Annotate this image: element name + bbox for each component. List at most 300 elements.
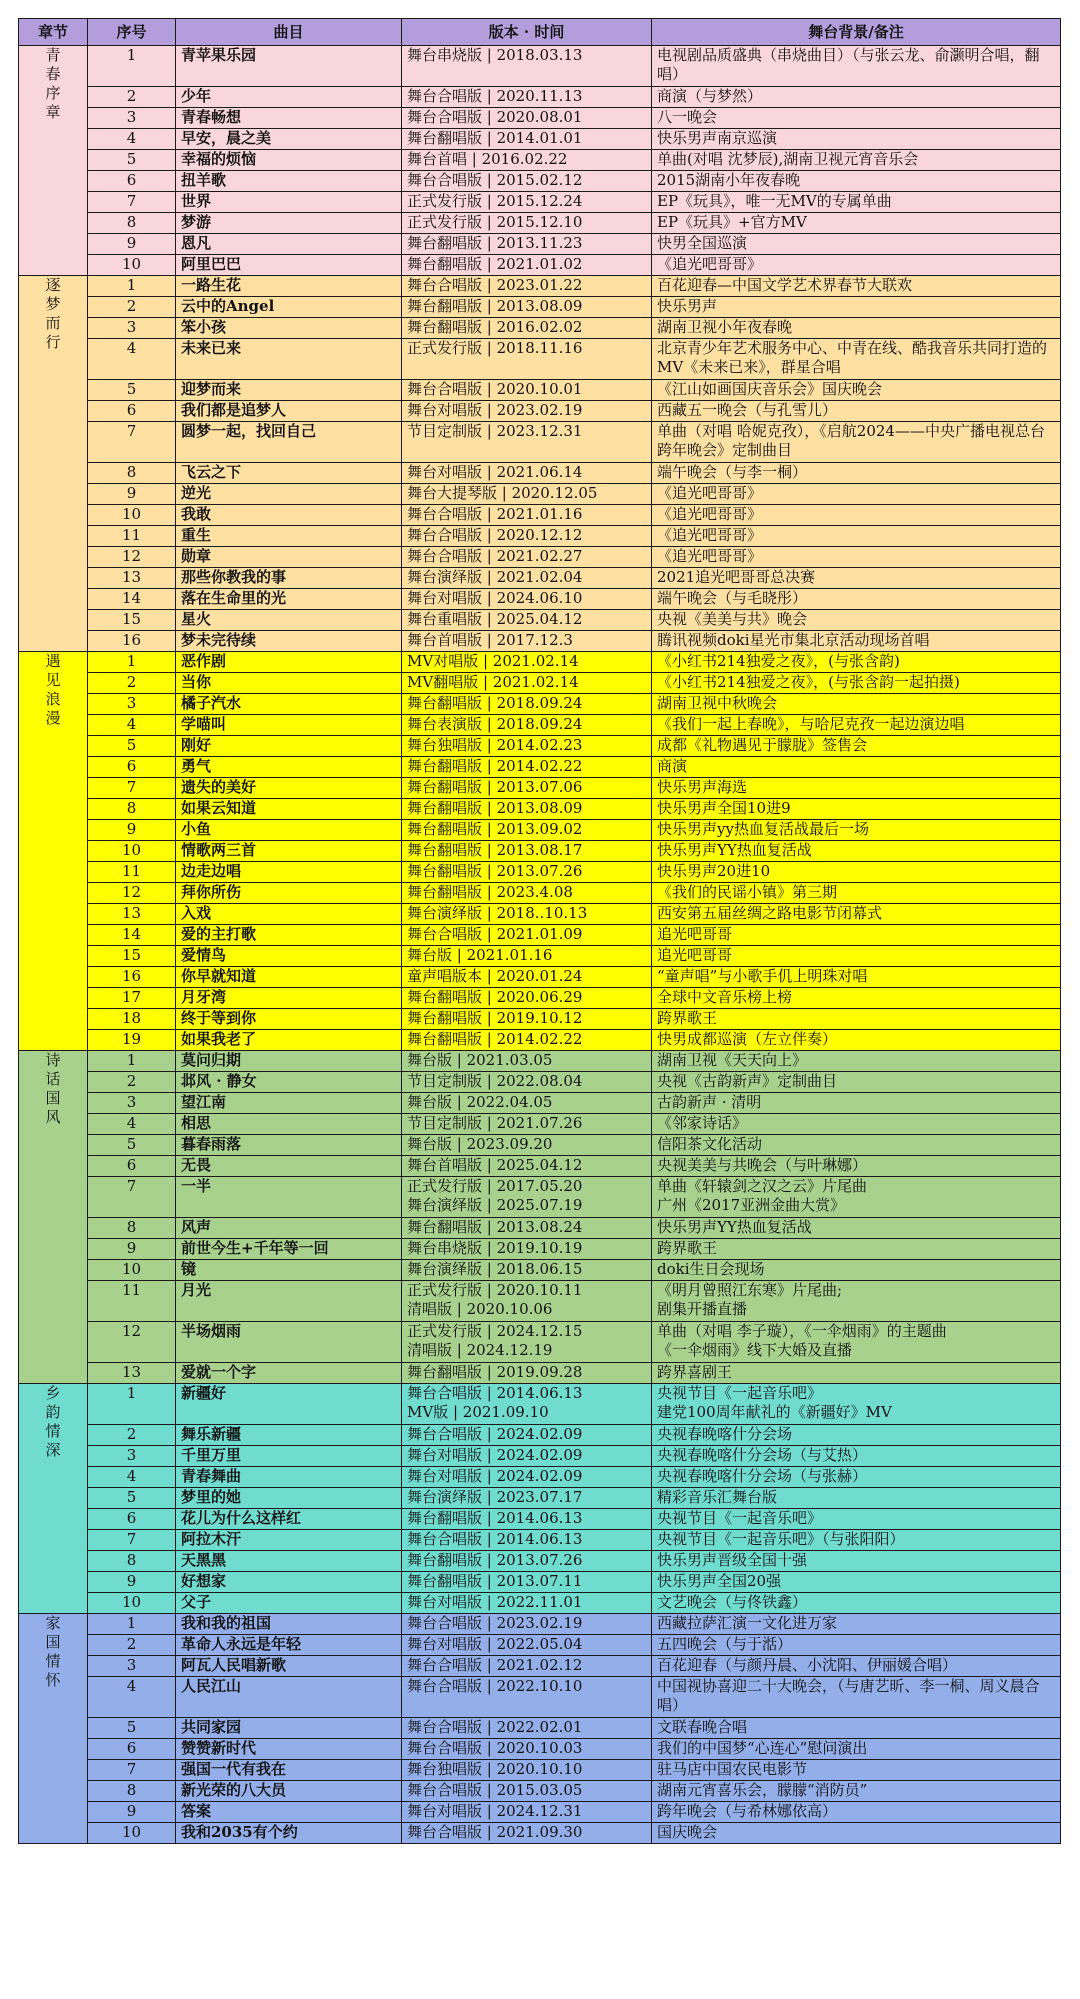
song-title: 世界 [176, 192, 402, 213]
song-title: 那些你教我的事 [176, 568, 402, 589]
song-index: 11 [88, 1281, 176, 1322]
song-note: 古韵新声 · 清明 [652, 1093, 1061, 1114]
table-header-row [19, 19, 1061, 46]
song-note: 跨年晚会（与希林娜依高） [652, 1802, 1061, 1823]
song-index: 11 [88, 862, 176, 883]
chapter-name: 遇见浪漫 [45, 652, 61, 727]
song-version: 舞台串烧版 | 2019.10.19 [402, 1239, 652, 1260]
song-note: 跨界喜剧王 [652, 1363, 1061, 1384]
song-version: 舞台首唱版 | 2025.04.12 [402, 1156, 652, 1177]
song-version: MV翻唱版 | 2021.02.14 [402, 673, 652, 694]
song-version: 舞台首唱 | 2016.02.22 [402, 150, 652, 171]
song-note: 央视节目《一起音乐吧》 建党100周年献礼的《新疆好》MV [652, 1384, 1061, 1425]
table-row [19, 1739, 1061, 1760]
song-title: 学喵叫 [176, 715, 402, 736]
song-note: 百花迎春（与颜丹晨、小沈阳、伊丽媛合唱） [652, 1656, 1061, 1677]
song-index: 3 [88, 1446, 176, 1467]
song-note: 文联春晚合唱 [652, 1718, 1061, 1739]
song-title: 我和我的祖国 [176, 1614, 402, 1635]
song-index: 7 [88, 1760, 176, 1781]
song-version: 童声唱版本 | 2020.01.24 [402, 967, 652, 988]
song-note: 端午晚会（与李一桐） [652, 463, 1061, 484]
song-index: 7 [88, 1530, 176, 1551]
song-version: 舞台对唱版 | 2024.02.09 [402, 1446, 652, 1467]
song-note: 快乐男声YY热血复活战 [652, 841, 1061, 862]
song-note: 成都《礼物遇见于朦胧》签售会 [652, 736, 1061, 757]
song-index: 5 [88, 1135, 176, 1156]
song-title: 终于等到你 [176, 1009, 402, 1030]
song-title: 逆光 [176, 484, 402, 505]
song-version: 舞台演绎版 | 2021.02.04 [402, 568, 652, 589]
song-note: 央视节目《一起音乐吧》（与张阳阳） [652, 1530, 1061, 1551]
song-note: 央视节目《一起音乐吧》 [652, 1509, 1061, 1530]
song-version: 舞台串烧版 | 2018.03.13 [402, 46, 652, 87]
song-note: 我们的中国梦“心连心”慰问演出 [652, 1739, 1061, 1760]
header-index: 序号 [88, 19, 176, 46]
song-version: 舞台翻唱版 | 2019.09.28 [402, 1363, 652, 1384]
song-title: 我和2035有个约 [176, 1823, 402, 1844]
song-note: 《追光吧哥哥》 [652, 547, 1061, 568]
song-index: 8 [88, 463, 176, 484]
song-title: 恩凡 [176, 234, 402, 255]
table-row [19, 1635, 1061, 1656]
song-title: 无畏 [176, 1156, 402, 1177]
song-title: 我敢 [176, 505, 402, 526]
song-version: 舞台翻唱版 | 2020.06.29 [402, 988, 652, 1009]
song-title: 幸福的烦恼 [176, 150, 402, 171]
song-version: 舞台合唱版 | 2014.06.13 MV版 | 2021.09.10 [402, 1384, 652, 1425]
song-version: 舞台合唱版 | 2020.10.01 [402, 380, 652, 401]
song-index: 4 [88, 339, 176, 380]
table-row [19, 841, 1061, 862]
song-note: 《邻家诗话》 [652, 1114, 1061, 1135]
table-row [19, 255, 1061, 276]
song-index: 9 [88, 820, 176, 841]
table-row [19, 484, 1061, 505]
song-version: 舞台合唱版 | 2023.02.19 [402, 1614, 652, 1635]
song-note: 快乐男声晋级全国十强 [652, 1551, 1061, 1572]
song-version: 舞台合唱版 | 2014.06.13 [402, 1530, 652, 1551]
table-row [19, 1781, 1061, 1802]
song-index: 18 [88, 1009, 176, 1030]
song-title: 阿拉木汗 [176, 1530, 402, 1551]
table-row [19, 1802, 1061, 1823]
song-index: 2 [88, 87, 176, 108]
song-title: 如果我老了 [176, 1030, 402, 1051]
song-version: 舞台合唱版 | 2022.10.10 [402, 1677, 652, 1718]
song-note: 百花迎春—中国文学艺术界春节大联欢 [652, 276, 1061, 297]
song-index: 1 [88, 1384, 176, 1425]
table-row [19, 1593, 1061, 1614]
song-version: 舞台翻唱版 | 2014.06.13 [402, 1509, 652, 1530]
song-title: 前世今生+千年等一回 [176, 1239, 402, 1260]
song-index: 4 [88, 1677, 176, 1718]
song-note: 全球中文音乐榜上榜 [652, 988, 1061, 1009]
table-row [19, 1260, 1061, 1281]
song-version: 舞台合唱版 | 2015.02.12 [402, 171, 652, 192]
song-note: 商演（与梦然） [652, 87, 1061, 108]
song-title: 圆梦一起，找回自己 [176, 422, 402, 463]
song-note: 跨界歌王 [652, 1009, 1061, 1030]
song-note: 端午晚会（与毛晓彤） [652, 589, 1061, 610]
song-list-document [18, 18, 1060, 1844]
table-row [19, 1135, 1061, 1156]
song-index: 4 [88, 1467, 176, 1488]
song-title: 你早就知道 [176, 967, 402, 988]
song-index: 7 [88, 778, 176, 799]
table-row [19, 1051, 1061, 1072]
song-version: 正式发行版 | 2024.12.15 清唱版 | 2024.12.19 [402, 1322, 652, 1363]
song-index: 14 [88, 925, 176, 946]
song-title: 如果云知道 [176, 799, 402, 820]
song-index: 2 [88, 1072, 176, 1093]
table-row [19, 87, 1061, 108]
song-version: 舞台对唱版 | 2024.06.10 [402, 589, 652, 610]
table-row [19, 213, 1061, 234]
song-version: 舞台对唱版 | 2021.06.14 [402, 463, 652, 484]
song-index: 9 [88, 1802, 176, 1823]
table-row [19, 1322, 1061, 1363]
song-index: 19 [88, 1030, 176, 1051]
song-title: 镜 [176, 1260, 402, 1281]
song-title: 爱的主打歌 [176, 925, 402, 946]
song-title: 舞乐新疆 [176, 1425, 402, 1446]
song-title: 千里万里 [176, 1446, 402, 1467]
song-version: 舞台合唱版 | 2021.01.16 [402, 505, 652, 526]
song-note: 《江山如画国庆音乐会》国庆晚会 [652, 380, 1061, 401]
table-row [19, 904, 1061, 925]
song-version: 舞台翻唱版 | 2013.09.02 [402, 820, 652, 841]
song-version: 舞台翻唱版 | 2013.07.26 [402, 862, 652, 883]
song-version: 舞台合唱版 | 2020.11.13 [402, 87, 652, 108]
song-version: 舞台翻唱版 | 2013.07.26 [402, 1551, 652, 1572]
song-note: 快乐男声全国20强 [652, 1572, 1061, 1593]
song-index: 9 [88, 484, 176, 505]
table-row [19, 276, 1061, 297]
song-note: 《小红书214独爱之夜》，(与张含韵一起拍摄) [652, 673, 1061, 694]
song-index: 13 [88, 904, 176, 925]
song-index: 1 [88, 46, 176, 87]
song-version: 舞台版 | 2021.03.05 [402, 1051, 652, 1072]
song-title: 勋章 [176, 547, 402, 568]
song-title: 答案 [176, 1802, 402, 1823]
table-row [19, 1218, 1061, 1239]
song-index: 6 [88, 401, 176, 422]
song-index: 6 [88, 757, 176, 778]
song-title: 半场烟雨 [176, 1322, 402, 1363]
song-index: 13 [88, 568, 176, 589]
song-note: 八一晚会 [652, 108, 1061, 129]
table-row [19, 526, 1061, 547]
song-title: 好想家 [176, 1572, 402, 1593]
table-row [19, 1718, 1061, 1739]
song-version: 舞台对唱版 | 2024.02.09 [402, 1467, 652, 1488]
chapter-cell [19, 652, 88, 1051]
song-title: 阿瓦人民唱新歌 [176, 1656, 402, 1677]
song-note: 《小红书214独爱之夜》，(与张含韵) [652, 652, 1061, 673]
song-title: 天黑黑 [176, 1551, 402, 1572]
song-title: 一路生花 [176, 276, 402, 297]
song-version: 舞台翻唱版 | 2023.4.08 [402, 883, 652, 904]
song-title: 少年 [176, 87, 402, 108]
song-note: 《我们一起上春晚》，与哈尼克孜一起边演边唱 [652, 715, 1061, 736]
song-title: 拜你所伤 [176, 883, 402, 904]
chapter-cell [19, 1051, 88, 1384]
song-title: 一半 [176, 1177, 402, 1218]
song-index: 10 [88, 841, 176, 862]
song-note: 西安第五届丝绸之路电影节闭幕式 [652, 904, 1061, 925]
song-title: 梦游 [176, 213, 402, 234]
song-title: 赞赞新时代 [176, 1739, 402, 1760]
song-version: 舞台合唱版 | 2015.03.05 [402, 1781, 652, 1802]
table-row [19, 547, 1061, 568]
song-title: 革命人永远是年轻 [176, 1635, 402, 1656]
song-version: 舞台合唱版 | 2021.02.12 [402, 1656, 652, 1677]
chapter-name: 青春序章 [45, 46, 61, 121]
song-version: 舞台翻唱版 | 2018.09.24 [402, 694, 652, 715]
song-note: 北京青少年艺术服务中心、中青在线、酷我音乐共同打造的MV《未来已来》，群星合唱 [652, 339, 1061, 380]
song-version: 节目定制版 | 2022.08.04 [402, 1072, 652, 1093]
table-row [19, 1177, 1061, 1218]
song-version: 舞台翻唱版 | 2013.11.23 [402, 234, 652, 255]
song-note: 《明月曾照江东寒》片尾曲; 剧集开播直播 [652, 1281, 1061, 1322]
song-index: 5 [88, 736, 176, 757]
song-index: 7 [88, 1177, 176, 1218]
song-index: 1 [88, 1614, 176, 1635]
song-version: 正式发行版 | 2018.11.16 [402, 339, 652, 380]
song-index: 6 [88, 171, 176, 192]
table-row [19, 988, 1061, 1009]
song-title: 青春舞曲 [176, 1467, 402, 1488]
song-note: doki生日会现场 [652, 1260, 1061, 1281]
table-row [19, 108, 1061, 129]
song-version: 舞台合唱版 | 2022.02.01 [402, 1718, 652, 1739]
table-row [19, 778, 1061, 799]
song-note: 电视剧品质盛典（串烧曲目）（与张云龙、俞灏明合唱，翻唱） [652, 46, 1061, 87]
song-version: 舞台对唱版 | 2024.12.31 [402, 1802, 652, 1823]
table-row [19, 1572, 1061, 1593]
song-version: 舞台独唱版 | 2014.02.23 [402, 736, 652, 757]
table-row [19, 1093, 1061, 1114]
song-version: 舞台翻唱版 | 2013.08.09 [402, 297, 652, 318]
table-row [19, 820, 1061, 841]
table-row [19, 422, 1061, 463]
song-index: 1 [88, 1051, 176, 1072]
table-row [19, 946, 1061, 967]
table-row [19, 1614, 1061, 1635]
song-index: 1 [88, 652, 176, 673]
song-version: 舞台版 | 2021.01.16 [402, 946, 652, 967]
song-index: 1 [88, 276, 176, 297]
song-title: 梦里的她 [176, 1488, 402, 1509]
song-note: 单曲（对唱 李子璇），《一伞烟雨》的主题曲 《一伞烟雨》线下大婚及直播 [652, 1322, 1061, 1363]
song-index: 5 [88, 1718, 176, 1739]
song-title: 月牙湾 [176, 988, 402, 1009]
song-note: 央视《古韵新声》定制曲目 [652, 1072, 1061, 1093]
table-row [19, 339, 1061, 380]
table-row [19, 1656, 1061, 1677]
song-version: 舞台翻唱版 | 2013.08.09 [402, 799, 652, 820]
song-note: 快男全国巡演 [652, 234, 1061, 255]
table-row [19, 318, 1061, 339]
song-note: 《我们的民谣小镇》第三期 [652, 883, 1061, 904]
song-version: 舞台翻唱版 | 2013.07.06 [402, 778, 652, 799]
table-row [19, 1760, 1061, 1781]
song-note: 快乐男声YY热血复活战 [652, 1218, 1061, 1239]
chapter-name: 逐梦而行 [45, 276, 61, 351]
song-version: 舞台对唱版 | 2023.02.19 [402, 401, 652, 422]
song-note: 五四晚会（与于湉） [652, 1635, 1061, 1656]
table-row [19, 694, 1061, 715]
song-title: 遗失的美好 [176, 778, 402, 799]
song-version: 正式发行版 | 2020.10.11 清唱版 | 2020.10.06 [402, 1281, 652, 1322]
song-note: 追光吧哥哥 [652, 925, 1061, 946]
table-row [19, 1467, 1061, 1488]
song-note: 央视《美美与共》晚会 [652, 610, 1061, 631]
song-index: 10 [88, 505, 176, 526]
song-title: 扭羊歌 [176, 171, 402, 192]
song-note: 信阳茶文化活动 [652, 1135, 1061, 1156]
song-version: MV对唱版 | 2021.02.14 [402, 652, 652, 673]
table-row [19, 1509, 1061, 1530]
song-index: 8 [88, 1218, 176, 1239]
table-row [19, 192, 1061, 213]
song-note: 快乐男声20进10 [652, 862, 1061, 883]
song-index: 17 [88, 988, 176, 1009]
song-note: 快乐男声南京巡演 [652, 129, 1061, 150]
song-title: 小鱼 [176, 820, 402, 841]
song-title: 迎梦而来 [176, 380, 402, 401]
song-title: 强国一代有我在 [176, 1760, 402, 1781]
song-version: 舞台翻唱版 | 2014.02.22 [402, 757, 652, 778]
song-note: 商演 [652, 757, 1061, 778]
song-index: 5 [88, 380, 176, 401]
song-title: 风声 [176, 1218, 402, 1239]
song-version: 舞台翻唱版 | 2021.01.02 [402, 255, 652, 276]
song-version: 舞台翻唱版 | 2016.02.02 [402, 318, 652, 339]
table-row [19, 1677, 1061, 1718]
song-index: 5 [88, 1488, 176, 1509]
song-version: 舞台版 | 2022.04.05 [402, 1093, 652, 1114]
song-title: 青春畅想 [176, 108, 402, 129]
song-version: 正式发行版 | 2015.12.10 [402, 213, 652, 234]
table-row [19, 736, 1061, 757]
song-title: 爱情鸟 [176, 946, 402, 967]
song-index: 3 [88, 1656, 176, 1677]
song-note: “童声唱”与小歌手仉上明珠对唱 [652, 967, 1061, 988]
song-index: 5 [88, 150, 176, 171]
song-note: 2021追光吧哥哥总决赛 [652, 568, 1061, 589]
table-row [19, 589, 1061, 610]
song-index: 2 [88, 673, 176, 694]
song-title: 阿里巴巴 [176, 255, 402, 276]
song-version: 舞台合唱版 | 2020.10.03 [402, 1739, 652, 1760]
song-note: 单曲《轩辕剑之汉之云》片尾曲 广州《2017亚洲金曲大赏》 [652, 1177, 1061, 1218]
song-note: 中国视协喜迎二十大晚会，（与唐艺昕、李一桐、周义晨合唱） [652, 1677, 1061, 1718]
song-version: 舞台翻唱版 | 2014.01.01 [402, 129, 652, 150]
song-index: 12 [88, 1322, 176, 1363]
song-title: 邶风 · 静女 [176, 1072, 402, 1093]
table-row [19, 757, 1061, 778]
table-row [19, 799, 1061, 820]
song-title: 早安，晨之美 [176, 129, 402, 150]
song-version: 舞台重唱版 | 2025.04.12 [402, 610, 652, 631]
chapter-name: 家国情怀 [45, 1614, 61, 1689]
song-note: 追光吧哥哥 [652, 946, 1061, 967]
song-note: 精彩音乐汇舞台版 [652, 1488, 1061, 1509]
table-row [19, 1384, 1061, 1425]
song-index: 8 [88, 1551, 176, 1572]
song-version: 舞台合唱版 | 2021.09.30 [402, 1823, 652, 1844]
song-index: 3 [88, 108, 176, 129]
song-title: 青苹果乐园 [176, 46, 402, 87]
table-row [19, 46, 1061, 87]
table-row [19, 129, 1061, 150]
song-note: 央视春晚喀什分会场（与艾热） [652, 1446, 1061, 1467]
song-note: 《追光吧哥哥》 [652, 526, 1061, 547]
song-index: 7 [88, 192, 176, 213]
song-index: 3 [88, 694, 176, 715]
song-index: 8 [88, 213, 176, 234]
table-row [19, 1446, 1061, 1467]
chapter-name: 诗话国风 [45, 1051, 61, 1126]
song-index: 4 [88, 129, 176, 150]
song-index: 10 [88, 1260, 176, 1281]
chapter-cell [19, 1384, 88, 1614]
song-title: 边走边唱 [176, 862, 402, 883]
song-note: 央视春晚喀什分会场 [652, 1425, 1061, 1446]
song-version: 舞台版 | 2023.09.20 [402, 1135, 652, 1156]
song-index: 8 [88, 1781, 176, 1802]
song-index: 12 [88, 883, 176, 904]
song-note: 文艺晚会（与佟铁鑫） [652, 1593, 1061, 1614]
song-version: 舞台对唱版 | 2022.05.04 [402, 1635, 652, 1656]
chapter-cell [19, 46, 88, 276]
song-version: 舞台合唱版 | 2024.02.09 [402, 1425, 652, 1446]
header-title: 曲目 [176, 19, 402, 46]
header-version: 版本 · 时间 [402, 19, 652, 46]
song-title: 新光荣的八大员 [176, 1781, 402, 1802]
song-note: 快乐男声海选 [652, 778, 1061, 799]
song-version: 正式发行版 | 2015.12.24 [402, 192, 652, 213]
table-row [19, 610, 1061, 631]
table-row [19, 631, 1061, 652]
song-version: 节目定制版 | 2021.07.26 [402, 1114, 652, 1135]
song-title: 星火 [176, 610, 402, 631]
song-index: 7 [88, 422, 176, 463]
song-version: 舞台合唱版 | 2021.02.27 [402, 547, 652, 568]
song-table [18, 18, 1061, 1844]
song-index: 10 [88, 1593, 176, 1614]
song-note: EP《玩具》，唯一无MV的专属单曲 [652, 192, 1061, 213]
song-title: 未来已来 [176, 339, 402, 380]
song-note: 《追光吧哥哥》 [652, 484, 1061, 505]
song-title: 橘子汽水 [176, 694, 402, 715]
song-version: 舞台大提琴版 | 2020.12.05 [402, 484, 652, 505]
song-index: 2 [88, 1635, 176, 1656]
song-index: 9 [88, 234, 176, 255]
table-row [19, 1823, 1061, 1844]
song-index: 9 [88, 1239, 176, 1260]
song-index: 16 [88, 631, 176, 652]
song-title: 云中的Angel [176, 297, 402, 318]
song-note: 湖南卫视中秋晚会 [652, 694, 1061, 715]
song-note: 西藏五一晚会（与孔雪儿） [652, 401, 1061, 422]
song-version: 舞台翻唱版 | 2013.08.17 [402, 841, 652, 862]
table-row [19, 925, 1061, 946]
song-index: 4 [88, 1114, 176, 1135]
table-row [19, 673, 1061, 694]
